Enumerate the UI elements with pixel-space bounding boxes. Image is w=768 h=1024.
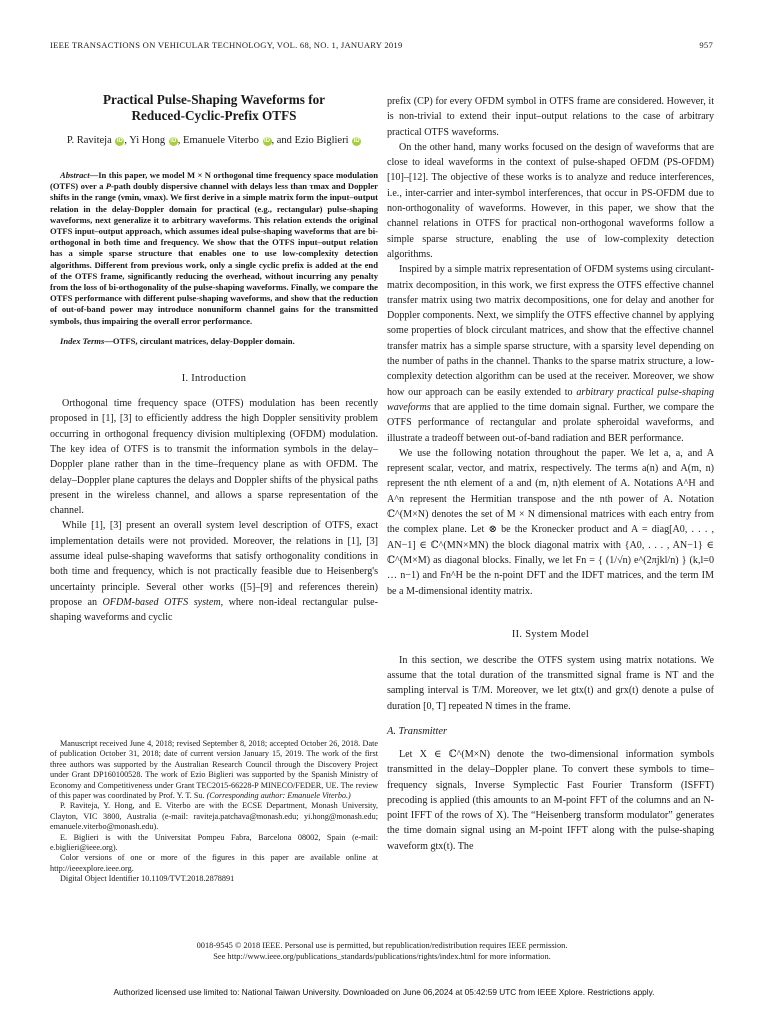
journal-name: IEEE TRANSACTIONS ON VEHICULAR TECHNOLOGY, VOL. 68, NO. 1, JANUARY 2019 [50, 40, 403, 50]
abstract-text-2: -path doubly dispersive channel with delays less than τmax and Doppler shifts in the range (νmin, νmax). We first derive in a simple matrix form the input–output relation in the delay-Doppler domain for practical (e.g., rectangular) pulse-shaping waveforms, next generalize it to arbitrary waveforms. This relation extends the original OTFS input–output approach, which assumes ideal pulse-shaping waveforms that are bi-orthogonal in both time and frequency. We show that the OTFS input–output relation has a simple sparse structure that enables one to use low-complexity detection algorithms. Different from previous work, only a single cyclic prefix is added at the end of the OTFS frame, significantly reducing the overhead, without incurring any penalty from the loss of bi-orthogonality of the pulse-shaping waveforms. Finally, we compare the OTFS performance with different pulse-shaping waveforms, and show that the reduction of out-of-band power may introduce nonuniform channel gains for the transmitted symbols, thus impairing the overall error performance. [50, 181, 378, 326]
abstract-italic: P [105, 181, 112, 192]
footnote [50, 739, 378, 885]
abstract [50, 170, 378, 327]
right-paragraph-1: On the other hand, many works focused on the design of waveforms that are close to ideal waveforms in the context of pulse-shaped OFDM (PS-OFDM) [10]–[12]. The objective of these works is to analyze and reduce interferences, i.e., inter-carrier and inter-symbol interferences, that occur in PS-OFDM due to non-orthogonality of waveforms. However, in this paper, we show that the channel relations in OTFS for practical non-orthogonal waveforms follow a simple sparse structure, enabling the use of low-complexity detection algorithms. [387, 141, 714, 260]
author-separator: , and [271, 135, 295, 146]
abstract-label: Abstract— [60, 170, 99, 180]
orcid-icon[interactable]: iD [116, 138, 123, 144]
index-terms-text: —OTFS, circulant matrices, delay-Doppler domain. [104, 335, 295, 346]
running-header [50, 40, 713, 50]
footnote-manuscript [50, 739, 378, 801]
subsection-heading-transmitter: A. Transmitter [387, 725, 448, 737]
author-hong: Yi Hong [129, 135, 166, 146]
author-viterbo: Emanuele Viterbo [183, 135, 259, 146]
copyright-notice [50, 940, 714, 962]
section-heading-system-model: II. System Model [511, 628, 590, 640]
system-model-paragraph: In this section, we describe the OTFS system using matrix notations. We assume that the total duration of the transmitted signal frame is NT and the sampling interval is T/M. Moreover, we let gtx(t) and grx(t) denote a pulse of duration [0, T] repeated N times in the frame. [387, 654, 714, 712]
paper-title [50, 92, 378, 124]
intro-paragraph-1: Orthogonal time frequency space (OTFS) modulation has been recently proposed in [1], [3] to efficiently address the high Doppler sensitivity problem occurring in orthogonal frequency division multiplexing (OFDM) modulation. The key idea of OTFS is to transmit the information symbols in the delay–Doppler plane rather than in the time–frequency plane as with OFDM. The delay–Doppler plane captures the delays and Doppler shifts of the physical paths present in the wireless channel, and allows a sparse representation of the channel. [50, 398, 378, 517]
footnote-corresponding-author: (Corresponding author: Emanuele Viterbo.) [206, 791, 351, 801]
left-column [50, 92, 378, 626]
footnote-manuscript-text: Manuscript received June 4, 2018; revised September 8, 2018; accepted October 26, 2018. Date of publication October 31, 2018; date of current version January 15, 2019. The work of the first three authors was supported by the Australian Research Council through the Discovery Project under Grant DP160100528. The work of Ezio Biglieri was supported by the Spanish Ministry of Economy and Competitiveness under Grant TEC2015-66228-P MINECO/FEDER, UE. The review of this paper was coordinated by Prof. Y. T. Su. [50, 739, 378, 801]
author-biglieri: Ezio Biglieri [294, 135, 349, 146]
orcid-icon[interactable]: iD [353, 138, 360, 144]
footnote-doi: Digital Object Identifier 10.1109/TVT.2018.2878891 [60, 874, 235, 884]
right-column [387, 94, 714, 854]
right-paragraph-2-text: Inspired by a simple matrix representation of OFDM systems using circulant-matrix decomposition, in this work, we first express the OTFS effective channel transfer matrix using two matrix decompositions, one for delay and another for Doppler components. Next, we simplify the OTFS effective channel by applying some properties of block circulant matrices, and show that the effective channel transfer matrix has a simple sparse structure, with a sparsity level depending on the number of paths in the channel. Thanks to the sparse matrix structure, a low-complexity detection algorithm can be used at the receiver. Moreover, we show how our approach can be easily extended to [387, 264, 714, 398]
intro-paragraph-2-tail: , where non-ideal rectangular pulse-shaping waveforms and cyclic [50, 596, 378, 624]
right-paragraph-0: prefix (CP) for every OFDM symbol in OTFS frame are considered. However, it is non-trivial to extend their input–output relations to the case of arbitrary practical OTFS waveforms. [387, 96, 714, 138]
notation-paragraph: We use the following notation throughout the paper. We let a, a, and A represent scalar, vector, and matrix, respectively. The terms a(n) and A(m, n) represent the nth element of a and (m, n)th element of A. Notations A^H and A^n represent the Hermitian transpose and the nth power of A. Notation ℂ^(M×N) denotes the set of M × N dimensional matrices with each entry from the complex plane. Let ⊗ be the Kronecker product and A = diag[A0, . . . , AN−1] ∈ ℂ^(MN×MN) the block diagonal matrix with {A0, . . . , AN−1} ∈ ℂ^(M×M) as diagonal blocks. Finally, we let Fn = { (1/√n) e^(2πjkl/n) } (k,l=0 … n−1) and Fn^H be the n-point DFT and the IDFT matrices, and the term IM be a M-dimensional identity matrix. [387, 447, 714, 597]
footnote-color-versions: Color versions of one or more of the figures in this paper are available online at http://ieeexplore.ieee.org. [50, 853, 378, 873]
author-separator: , [177, 135, 184, 146]
footnote-affiliation-1: P. Raviteja, Y. Hong, and E. Viterbo are with the ECSE Department, Monash University, Clayton, VIC 3800, Australia (e-mail: raviteja.patchava@monash.edu; yi.hong@monash.edu; emanuele.viterbo@monash.edu). [50, 801, 378, 832]
index-terms [50, 336, 378, 347]
author-raviteja: P. Raviteja [66, 135, 112, 146]
license-footer: Authorized licensed use limited to: National Taiwan University. Downloaded on June 06,2024 at 05:42:59 UTC from IEEE Xplore. Restrictions apply. [113, 987, 655, 997]
abstract-text-1: In this paper, we model M × N orthogonal time frequency space modulation (OTFS) over a [50, 170, 378, 192]
title-line-2: Reduced-Cyclic-Prefix OTFS [131, 108, 297, 123]
page-number: 957 [699, 40, 713, 50]
copyright-line-2: See http://www.ieee.org/publications_standards/publications/rights/index.html for more information. [213, 952, 551, 961]
transmitter-paragraph: Let X ∈ ℂ^(M×N) denote the two-dimensional information symbols transmitted in the delay–Doppler plane. To convert these symbols to time–frequency signals, Inverse Symplectic Fast Fourier Transform (ISFFT) precoding is applied (this amounts to an M-point FFT of the columns and an N-point IFFT of the rows of X). The “Heisenberg transform modulator” generates the time domain signal using an M-point IFFT along with the pulse-shaping waveform gtx(t). The [387, 748, 714, 852]
right-paragraph-2-tail: that are applied to the time domain signal. Further, we compare the OTFS performance of rectangular and prolate spheroidal waveforms, and illustrate a tradeoff between out-of-band radiation and BER performance. [387, 401, 714, 444]
author-separator: , [124, 135, 130, 146]
right-paragraph-2-italic: arbitrary practical pulse-shaping waveforms [387, 386, 714, 413]
right-paragraph-2 [387, 262, 714, 446]
orcid-icon[interactable]: iD [170, 138, 177, 144]
orcid-icon[interactable]: iD [264, 138, 271, 144]
author-list [50, 134, 378, 148]
title-line-1: Practical Pulse-Shaping Waveforms for [102, 92, 326, 107]
intro-paragraph-2-text: While [1], [3] present an overall system level description of OTFS, exact implementation details were not provided. Moreover, the relations in [1], [3] assume ideal pulse-shaping waveforms that satisfy orthogonality conditions in both time and frequency, which is not practically feasible due to Heisenberg's uncertainty principle. Several other works ([5]–[9] and references therein) propose an [50, 520, 378, 608]
index-terms-label: Index Terms [60, 335, 105, 346]
section-heading-introduction: I. Introduction [181, 373, 247, 385]
intro-paragraph-2-italic: OFDM-based OTFS system [102, 596, 221, 608]
copyright-line-1: 0018-9545 © 2018 IEEE. Personal use is permitted, but republication/redistribution requires IEEE permission. [196, 941, 568, 950]
footnote-affiliation-2: E. Biglieri is with the Universitat Pompeu Fabra, Barcelona 08002, Spain (e-mail: e.biglieri@ieee.org). [50, 832, 378, 853]
intro-paragraph-2 [50, 518, 378, 625]
